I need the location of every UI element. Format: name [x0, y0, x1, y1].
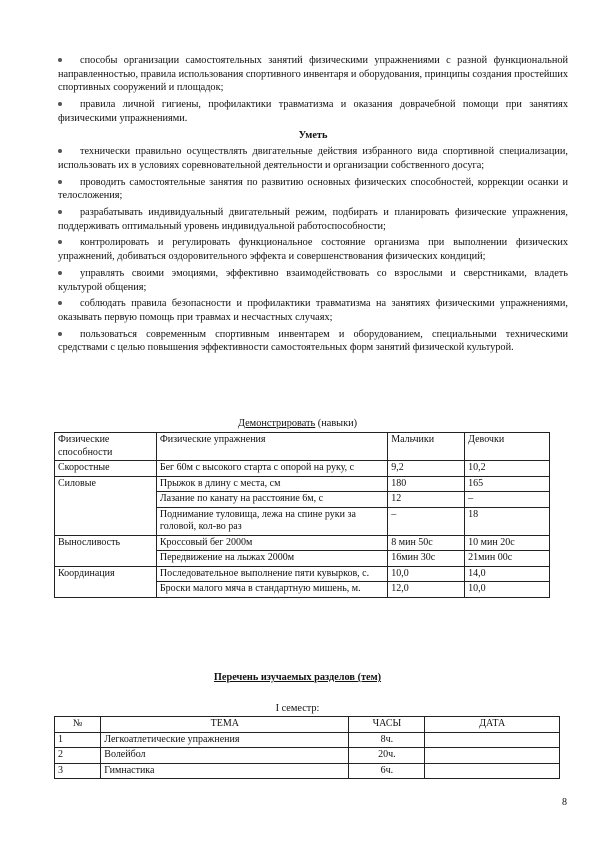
table-cell: 12,0	[388, 582, 465, 598]
table-cell: 10,2	[465, 461, 550, 477]
bullet-icon	[58, 240, 62, 244]
table-row	[55, 748, 560, 764]
table-cell: Легкоатлетические упражнения	[101, 732, 349, 748]
list-item: соблюдать правила безопасности и профилактики травматизма на занятиях физическими упражнениями, оказывать первую помощь при травмах и несчастных случаях;	[58, 298, 568, 323]
topics-table	[54, 716, 560, 779]
table-cell: –	[465, 492, 550, 508]
bullet-icon	[58, 210, 62, 214]
list-item: правила личной гигиены, профилактики травматизма и оказания доврачебной помощи при занятиях физическими упражнениями.	[58, 99, 568, 124]
table-cell: Выносливость	[55, 535, 157, 566]
list-item: контролировать и регулировать функциональное состояние организма при выполнении физических упражнений, добиваться оздоровительного эффекта и совершенствования физических кондиций;	[58, 237, 568, 263]
table-cell	[425, 763, 560, 779]
table-cell: 2	[55, 748, 101, 764]
table-cell: 20ч.	[349, 748, 425, 764]
table-cell: 165	[465, 476, 550, 492]
column-header: Девочки	[465, 433, 550, 461]
table-cell: 6ч.	[349, 763, 425, 779]
table-row	[55, 732, 560, 748]
table-cell: Прыжок в длину с места, см	[156, 476, 387, 492]
bullet-icon	[58, 301, 62, 305]
column-header: №	[55, 717, 101, 733]
bullet-icon	[58, 149, 62, 153]
table-cell: 21мин 00с	[465, 551, 550, 567]
page-number: 8	[562, 797, 567, 808]
table-cell: Гимнастика	[101, 763, 349, 779]
table-row	[55, 566, 550, 582]
skills-table	[54, 432, 550, 598]
table-cell: 10,0	[388, 566, 465, 582]
column-header: Физические упражнения	[156, 433, 387, 461]
table-cell: 9,2	[388, 461, 465, 477]
table-cell: 12	[388, 492, 465, 508]
table-cell: Передвижение на лыжах 2000м	[156, 551, 387, 567]
table-cell: –	[388, 507, 465, 535]
table-header-row	[55, 433, 550, 461]
table-cell: Поднимание туловища, лежа на спине руки за головой, кол-во раз	[156, 507, 387, 535]
table-cell: Броски малого мяча в стандартную мишень, м.	[156, 582, 387, 598]
table-cell: 8 мин 50с	[388, 535, 465, 551]
topics-list-title: Перечень изучаемых разделов (тем)	[213, 672, 382, 683]
requirements-list	[58, 54, 568, 358]
table-cell	[425, 732, 560, 748]
table-cell: Бег 60м с высокого старта с опорой на руку, с	[156, 461, 387, 477]
table-row	[55, 763, 560, 779]
bullet-icon	[58, 332, 62, 336]
table-cell: 3	[55, 763, 101, 779]
table-cell	[425, 748, 560, 764]
table-cell: 16мин 30с	[388, 551, 465, 567]
table-header-row	[55, 717, 560, 733]
list-item: пользоваться современным спортивным инвентарем и оборудованием, специальными техническими средствами с целью повышения эффективности самостоятельных форм занятий физической культурой.	[58, 328, 568, 354]
list-item: проводить самостоятельные занятия по развитию основных физических способностей, коррекции осанки и телосложения;	[58, 176, 568, 202]
table-cell: Координация	[55, 566, 157, 597]
column-header: Мальчики	[388, 433, 465, 461]
table-row	[55, 461, 550, 477]
table-cell: Силовые	[55, 476, 157, 535]
table-cell: Последовательное выполнение пяти кувырков, с.	[156, 566, 387, 582]
list-item: разрабатывать индивидуальный двигательный режим, подбирать и планировать физические упражнения, поддерживать оптимальный уровень индивидуальной работоспособности;	[58, 207, 568, 232]
table-cell: 18	[465, 507, 550, 535]
table-cell: 180	[388, 476, 465, 492]
table-cell: 10,0	[465, 582, 550, 598]
bullet-icon	[58, 58, 62, 62]
skills-table-title: Демонстрировать (навыки)	[237, 418, 358, 429]
list-item: управлять своими эмоциями, эффективно взаимодействовать со взрослыми и сверстниками, владеть культурой общения;	[58, 267, 568, 293]
table-cell: 14,0	[465, 566, 550, 582]
section-heading: Уметь	[298, 129, 328, 141]
list-item: способы организации самостоятельных занятий физическими упражнениями с разной функциональной направленностью, правила использования спортивного инвентаря и оборудования, принципы создания простейших спортивных сооружений и площадок;	[58, 55, 568, 94]
table-cell: 10 мин 20с	[465, 535, 550, 551]
table-cell: Скоростные	[55, 461, 157, 477]
bullet-icon	[58, 180, 62, 184]
table-cell: Кроссовый бег 2000м	[156, 535, 387, 551]
column-header: ДАТА	[425, 717, 560, 733]
table-row	[55, 476, 550, 492]
column-header: ТЕМА	[101, 717, 349, 733]
table-cell: Лазание по канату на расстояние 6м, с	[156, 492, 387, 508]
list-item: технически правильно осуществлять двигательные действия избранного вида спортивной специализации, использовать их в условиях соревновательной деятельности и организации собственного досуга;	[58, 146, 568, 171]
table-cell: 1	[55, 732, 101, 748]
table-row	[55, 535, 550, 551]
table-cell: 8ч.	[349, 732, 425, 748]
bullet-icon	[58, 271, 62, 275]
table-cell: Волейбол	[101, 748, 349, 764]
column-header: Физические способности	[55, 433, 157, 461]
bullet-icon	[58, 102, 62, 106]
column-header: ЧАСЫ	[349, 717, 425, 733]
semester-label: I семестр:	[275, 703, 320, 714]
